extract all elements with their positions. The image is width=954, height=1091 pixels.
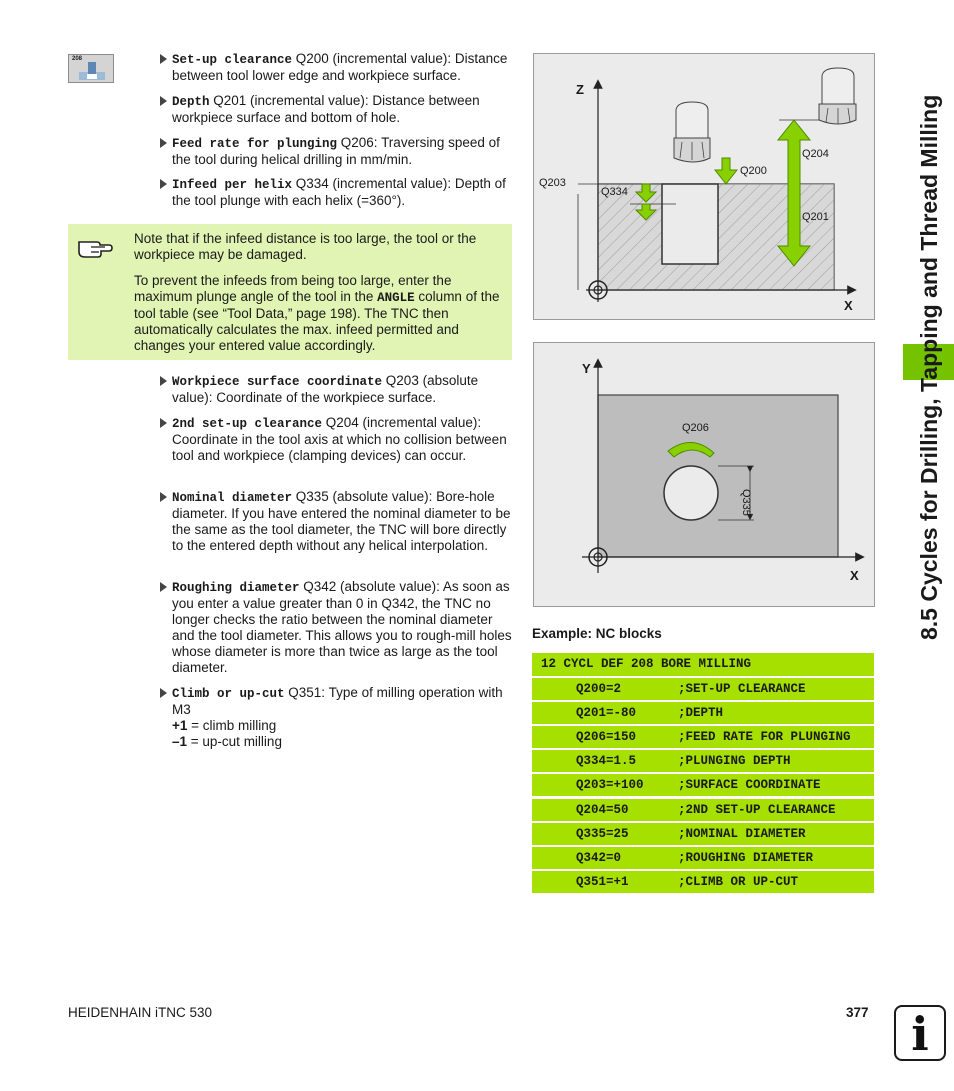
bore-milling-icon bbox=[79, 62, 105, 80]
bullet-triangle-icon bbox=[160, 179, 167, 189]
param-description: Q204 (incremental value): Coordinate in the tool axis at which no collision between tool and workpiece (clamping devices) can occur. bbox=[172, 415, 507, 463]
param-workpiece-surface bbox=[160, 373, 512, 406]
z-axis-label: Z bbox=[576, 82, 584, 97]
top-view-figure bbox=[533, 342, 875, 607]
side-view-drawing bbox=[534, 54, 874, 319]
param-feed-rate-plunging bbox=[160, 135, 512, 168]
note-box bbox=[68, 224, 512, 360]
note-paragraph-warning: Note that if the infeed distance is too large, the tool or the workpiece may be damaged. bbox=[134, 231, 477, 262]
param-description: Q335 (absolute value): Bore-hole diameter. If you have entered the nominal diameter to be the same as the tool diameter, the TNC will bore directly to the entered depth without any helical interpolation. bbox=[172, 489, 511, 553]
nc-block-row: Q206=150 ;FEED RATE FOR PLUNGING bbox=[532, 726, 874, 748]
bore-circle bbox=[664, 466, 718, 520]
param-2nd-set-up-clearance bbox=[160, 415, 512, 464]
info-icon: i bbox=[894, 1005, 946, 1061]
param-roughing-diameter bbox=[160, 579, 512, 676]
param-keyword: Set-up clearance bbox=[172, 53, 293, 67]
param-description: Q203 (absolute value): Coordinate of the workpiece surface. bbox=[172, 373, 479, 405]
climb-option-2: –1 = up-cut milling bbox=[172, 734, 282, 749]
param-climb-or-up-cut bbox=[160, 685, 512, 750]
param-description: Q201 (incremental value): Distance between workpiece surface and bottom of hole. bbox=[172, 93, 480, 125]
param-keyword: 2nd set-up clearance bbox=[172, 417, 323, 431]
bullet-triangle-icon bbox=[160, 582, 167, 592]
param-keyword: Roughing diameter bbox=[172, 581, 300, 595]
param-nominal-diameter bbox=[160, 489, 512, 554]
nc-block-row: Q335=25 ;NOMINAL DIAMETER bbox=[532, 823, 874, 845]
q334-label: Q334 bbox=[601, 186, 628, 198]
tool-left-icon bbox=[674, 102, 710, 162]
param-keyword: Feed rate for plunging bbox=[172, 137, 338, 151]
climb-option-1: +1 = climb milling bbox=[172, 718, 277, 733]
bullet-triangle-icon bbox=[160, 96, 167, 106]
bullet-triangle-icon bbox=[160, 418, 167, 428]
y-axis-label: Y bbox=[582, 361, 591, 376]
nc-block-row: Q200=2 ;SET-UP CLEARANCE bbox=[532, 678, 874, 700]
nc-block-row: Q203=+100 ;SURFACE COORDINATE bbox=[532, 774, 874, 796]
x-axis-label: X bbox=[844, 298, 853, 313]
top-view-drawing bbox=[534, 343, 874, 606]
param-keyword: Infeed per helix bbox=[172, 178, 293, 192]
side-view-figure bbox=[533, 53, 875, 320]
bullet-triangle-icon bbox=[160, 688, 167, 698]
bullet-triangle-icon bbox=[160, 492, 167, 502]
param-description: Q342 (absolute value): As soon as you enter a value greater than 0 in Q342, the TNC no longer checks the ratio between the nominal diameter and the tool diameter. This allows you to rough-mill holes whose diameter is more than twice as large as the tool diameter. bbox=[172, 579, 512, 675]
x-axis-label: X bbox=[850, 568, 859, 583]
nc-block-row: Q204=50 ;2ND SET-UP CLEARANCE bbox=[532, 799, 874, 821]
note-paragraph-angle: To prevent the infeeds from being too large, enter the maximum plunge angle of the tool in the ANGLE column of the tool table (see “Tool Data,” page 198). The TNC then automatically calculates the max. infeed permitted and changes your entered value accordingly. bbox=[134, 273, 500, 353]
bullet-triangle-icon bbox=[160, 376, 167, 386]
param-keyword: Climb or up-cut bbox=[172, 687, 285, 701]
nc-block-row: Q342=0 ;ROUGHING DIAMETER bbox=[532, 847, 874, 869]
q206-label: Q206 bbox=[682, 422, 709, 434]
cycle-number-label: 208 bbox=[72, 56, 83, 62]
bullet-triangle-icon bbox=[160, 138, 167, 148]
q201-label: Q201 bbox=[802, 211, 829, 223]
example-heading: Example: NC blocks bbox=[532, 626, 662, 641]
param-keyword: Depth bbox=[172, 95, 210, 109]
q204-label: Q204 bbox=[802, 148, 829, 160]
pointing-hand-icon bbox=[77, 236, 113, 260]
footer-product-name: HEIDENHAIN iTNC 530 bbox=[68, 1005, 213, 1020]
param-keyword: Workpiece surface coordinate bbox=[172, 375, 383, 389]
param-description: Q206: Traversing speed of the tool during helical drilling in mm/min. bbox=[172, 135, 500, 167]
angle-keyword: ANGLE bbox=[377, 291, 415, 305]
q335-label: Q335 bbox=[740, 489, 752, 516]
chapter-title-text: 8.5 Cycles for Drilling, Tapping and Thread Milling bbox=[916, 94, 942, 640]
param-description: Q334 (incremental value): Depth of the tool plunge with each helix (=360°). bbox=[172, 176, 506, 208]
param-keyword: Nominal diameter bbox=[172, 491, 293, 505]
param-depth bbox=[160, 93, 512, 126]
page-number: 377 bbox=[846, 1005, 869, 1020]
param-description: Q351: Type of milling operation with M3 bbox=[172, 685, 503, 717]
nc-block-row: Q351=+1 ;CLIMB OR UP-CUT bbox=[532, 871, 874, 893]
tool-right-icon bbox=[779, 68, 856, 124]
q203-label: Q203 bbox=[539, 177, 566, 189]
nc-block-row: Q334=1.5 ;PLUNGING DEPTH bbox=[532, 750, 874, 772]
param-infeed-per-helix bbox=[160, 176, 512, 209]
param-description: Q200 (incremental value): Distance between tool lower edge and workpiece surface. bbox=[172, 51, 508, 83]
q200-label: Q200 bbox=[740, 165, 767, 177]
cycle-208-softkey-icon bbox=[68, 54, 114, 83]
nc-block-header: 12 CYCL DEF 208 BORE MILLING bbox=[532, 653, 874, 676]
nc-block-row: Q201=-80 ;DEPTH bbox=[532, 702, 874, 724]
param-set-up-clearance bbox=[160, 51, 512, 84]
bullet-triangle-icon bbox=[160, 54, 167, 64]
q200-arrow-icon bbox=[715, 158, 737, 184]
